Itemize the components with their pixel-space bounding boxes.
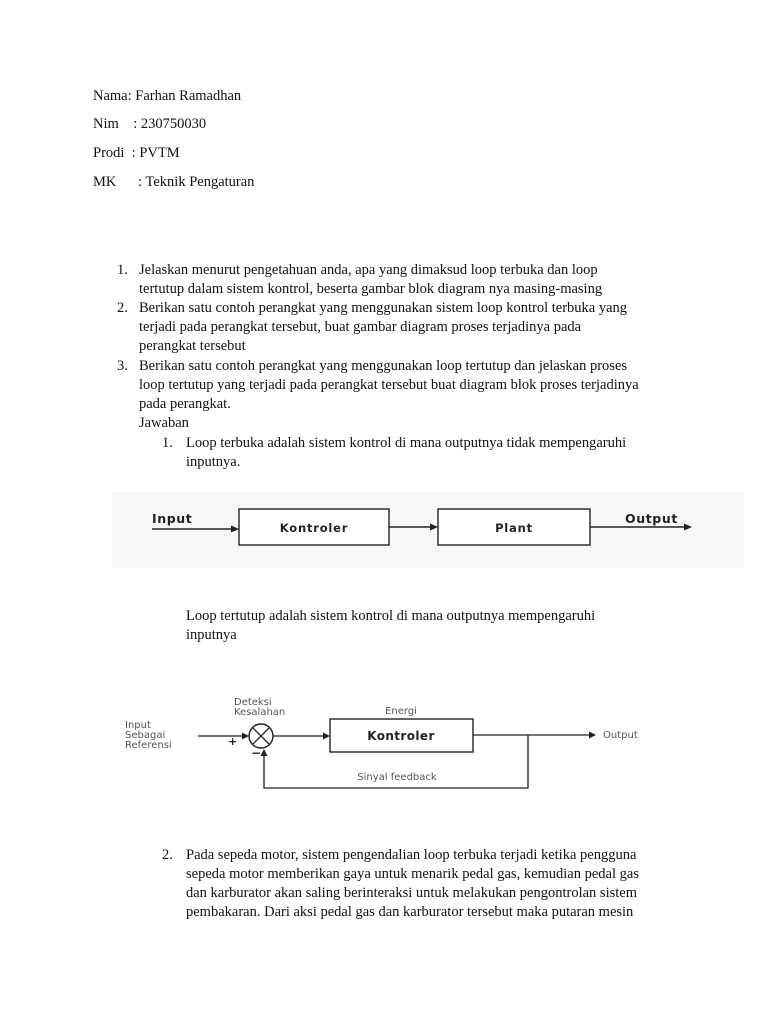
feedback-label: Sinyal feedback: [357, 772, 437, 783]
open-loop-input-label: Input: [152, 511, 193, 526]
question-line: perangkat tersebut: [139, 338, 246, 354]
arrowhead-icon: [242, 733, 249, 740]
energy-label: Energi: [385, 706, 417, 717]
closed-loop-line: inputnya: [186, 627, 237, 643]
minus-sign: −: [251, 746, 262, 760]
answer-line: sepeda motor memberikan gaya untuk menarik pedal gas, kemudian pedal gas: [186, 866, 639, 882]
controller-label: Kontroler: [367, 729, 435, 743]
answer-line: Loop terbuka adalah sistem kontrol di mana outputnya tidak mempengaruhi: [186, 435, 627, 451]
answer-2-text: [186, 846, 639, 922]
closed-loop-text: [186, 607, 595, 645]
answer-1-text: [186, 434, 626, 472]
question-line: Jelaskan menurut pengetahuan anda, apa yang dimaksud loop terbuka dan loop: [139, 262, 598, 278]
closed-loop-diagram: [118, 694, 658, 794]
course-mk: MK : Teknik Pengaturan: [93, 174, 255, 190]
open-loop-diagram: [112, 492, 744, 568]
arrowhead-icon: [323, 733, 330, 740]
input-label-line2: Sebagai: [125, 730, 166, 741]
question-line: loop tertutup yang terjadi pada perangkat tersebut buat diagram blok proses terjadinya: [139, 377, 639, 393]
diagram-background: [112, 492, 744, 568]
question-line: tertutup dalam sistem kontrol, beserta gambar blok diagram nya masing-masing: [139, 281, 603, 297]
question-line: Berikan satu contoh perangkat yang menggunakan sistem loop kontrol terbuka yang: [139, 300, 628, 316]
jawaban-label: Jawaban: [139, 415, 189, 431]
answer-line: pembakaran. Dari aksi pedal gas dan karburator tersebut maka putaran mesin: [186, 904, 634, 920]
question-3-text: [139, 357, 639, 414]
question-number: 2.: [117, 300, 128, 316]
input-label-line3: Referensi: [125, 740, 172, 751]
student-name: Nama: Farhan Ramadhan: [93, 88, 242, 104]
closed-loop-output-label: Output: [603, 730, 638, 741]
input-label-line1: Input: [125, 720, 151, 731]
answer-line: dan karburator akan saling berinteraksi untuk melakukan pengontrolan sistem: [186, 885, 637, 901]
question-number: 3.: [117, 358, 128, 374]
answer-number: 1.: [162, 435, 173, 451]
student-nim: Nim : 230750030: [93, 116, 207, 132]
student-prodi: Prodi : PVTM: [93, 145, 180, 161]
answer-line: inputnya.: [186, 454, 241, 470]
question-line: pada perangkat.: [139, 396, 231, 412]
plant-label: Plant: [495, 521, 533, 535]
question-number: 1.: [117, 262, 128, 278]
question-line: terjadi pada perangkat tersebut, buat gambar diagram proses terjadinya pada: [139, 319, 582, 335]
closed-loop-line: Loop tertutup adalah sistem kontrol di mana outputnya mempengaruhi: [186, 608, 596, 624]
detect-label-line1: Deteksi: [234, 697, 272, 708]
arrowhead-icon: [261, 749, 268, 756]
question-line: Berikan satu contoh perangkat yang menggunakan loop tertutup dan jelaskan proses: [139, 358, 628, 374]
question-1-text: [139, 261, 602, 299]
detect-label-line2: Kesalahan: [234, 707, 286, 718]
question-2-text: [139, 299, 627, 356]
open-loop-output-label: Output: [625, 511, 678, 526]
plus-sign: +: [228, 735, 238, 748]
answer-line: Pada sepeda motor, sistem pengendalian loop terbuka terjadi ketika pengguna: [186, 847, 637, 863]
arrowhead-icon: [589, 732, 596, 739]
controller-label: Kontroler: [279, 521, 349, 535]
answer-number: 2.: [162, 847, 173, 863]
